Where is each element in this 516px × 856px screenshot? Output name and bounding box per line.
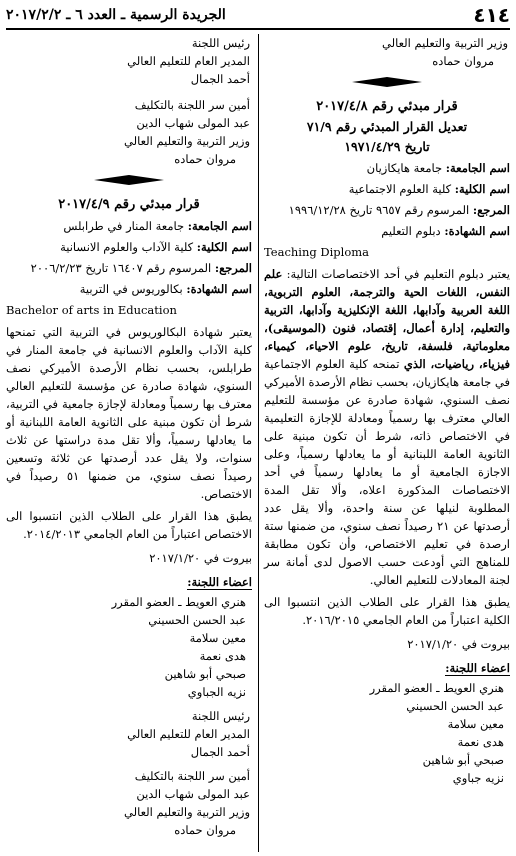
list-item: معين سلامة xyxy=(189,631,246,645)
committee-members xyxy=(264,679,510,787)
issue-date: بيروت في ٢٠١٧/١/٢٠ xyxy=(149,551,252,565)
degree-field: اسم الشهادة: بكالوريوس في التربية xyxy=(79,282,252,296)
faculty-field: اسم الكلية: كلية العلوم الاجتماعية xyxy=(348,182,510,196)
decision-title: قرار مبدئي رقم ٢٠١٧/٤/٩ xyxy=(58,197,200,212)
degree-english: Bachelor of arts in Education xyxy=(6,303,177,317)
list-item: هنري العويط ـ العضو المقرر xyxy=(111,595,246,609)
signature-secretary: أمين سر اللجنة بالتكليف عبد المولى شهاب الدين xyxy=(134,98,250,130)
decision-application: يطبق هذا القرار على الطلاب الذين انتسبوا الى الكلية اعتباراً من العام الجامعي ٢٠١٦/٢٠١٥. xyxy=(264,595,510,627)
page-number: ٤١٤ xyxy=(473,3,510,27)
committee-members xyxy=(6,593,252,701)
degree-field: اسم الشهادة: دبلوم التعليم xyxy=(381,224,510,238)
right-column xyxy=(264,34,510,852)
reference-field: المرجع: المرسوم رقم ٩٦٥٧ تاريخ ١٩٩٦/١٢/٢٨ xyxy=(288,203,510,217)
signature-minister: وزير التربية والتعليم العالي مروان حماده xyxy=(123,805,250,837)
list-item: نزيه جباوي xyxy=(452,771,504,785)
signature-minister: وزير التربية والتعليم العالي مروان حماده xyxy=(123,134,250,166)
decision-body: يعتبر شهادة البكالوريوس في التربية التي تمنحها كلية الآداب والعلوم الانسانية في جامعة المنار في طرابلس، بحسب نظام الأرصدة الأميركي نصف السنوي، شهادة صادرة عن مؤسسة للتعليم العالي معترف بها رسمياً ومعادلة لإجازة جامعية في التربية، شرط أن تكون مبنية على الثانوية العامة اللبنانية أو ما يعادلها رسمياً، وألا تقل مدة دراستها عن ثلاث سنوات، ولا يقل عدد أرصدتها عن ثلاثة وتسعين رصيداً نصف سنوي، من ضمنها ٥١ رصيداً في الاختصاص. xyxy=(6,325,252,501)
decision-application: يطبق هذا القرار على الطلاب الذين انتسبوا الى الاختصاص اعتباراً من العام الجامعي ٢٠١٤/٢٠١٣. xyxy=(6,509,252,541)
committee-title: اعضاء اللجنة: xyxy=(445,661,510,675)
signature-chair: رئيس اللجنة المدير العام للتعليم العالي أحمد الجمال xyxy=(127,709,250,759)
list-item: صبحي أبو شاهين xyxy=(422,753,504,767)
list-item: هنري العويط ـ العضو المقرر xyxy=(369,681,504,695)
list-item: هدى نعمة xyxy=(457,735,504,749)
signature-secretary: أمين سر اللجنة بالتكليف عبد المولى شهاب الدين xyxy=(134,769,250,801)
reference-field: المرجع: المرسوم رقم ١٦٤٠٧ تاريخ ٢٠٠٦/٢/٢٣ xyxy=(30,261,252,275)
signature-minister: وزير التربية والتعليم العالي مروان حماده xyxy=(381,36,508,68)
degree-english: Teaching Diploma xyxy=(264,245,370,259)
decision-body: يعتبر دبلوم التعليم في أحد الاختصاصات التالية: علم النفس، اللغات الحية والترجمة، العلوم التربوية، اللغة العربية وآدابها، اللغة الإنكليزية وآدابها، التربية والتعليم، إدارة أعمال، إقتصاد، فنون (الموسيقى)، معلوماتية، فلسفة، تاريخ، علوم الاحياء، كيمياء، فيزياء، رياضيات، الذي تمنحه كلية العلوم الاجتماعية في جامعة هايكازيان، بحسب نظام الأرصدة الأميركي نصف السنوي، شهادة صادرة عن مؤسسة للتعليم العالي معترف بها رسمياً ومعادلة للإجازة التعليمية في الاختصاص ذاته، شرط أن تكون مبنية على الثانوية العامة اللبنانية أو ما يعادلها رسمياً، وعلى الاجازة الجامعية أو ما يعادلها رسمياً في أحد الاختصاصات المذكورة اعلاه، وألا تقل المدة المطلوبة لنيلها عن سنة واحدة، وألا يقل عدد أرصدتها عن ٢١ رصيداً نصف سنوي، من ضمنها ستة ارصدة في تعليم الاختصاص، وأن تكون مطابقة للمناهج التي أودعت حسب الاصول لدى أمانة سر لجنة المعادلات للتعليم العالي. xyxy=(264,267,511,587)
faculty-field: اسم الكلية: كلية الآداب والعلوم الانسانية xyxy=(60,240,252,254)
list-item: عبد الحسن الحسيني xyxy=(406,699,504,713)
signature-chair: رئيس اللجنة المدير العام للتعليم العالي أحمد الجمال xyxy=(127,36,250,86)
university-field: اسم الجامعة: جامعة هايكازيان xyxy=(366,161,510,175)
decision-subtitle: تعديل القرار المبدئي رقم ٧١/٩ xyxy=(306,119,468,134)
list-item: معين سلامة xyxy=(447,717,504,731)
page-header xyxy=(6,2,510,30)
gazette-title: الجريدة الرسمية ـ العدد ٦ ـ ٢٠١٧/٢/٢ xyxy=(6,7,226,23)
university-field: اسم الجامعة: جامعة المنار في طرابلس xyxy=(63,219,252,233)
section-divider xyxy=(6,174,252,188)
decision-title: قرار مبدئي رقم ٢٠١٧/٤/٨ xyxy=(316,99,458,114)
list-item: هدى نعمة xyxy=(199,649,246,663)
left-column xyxy=(6,34,252,852)
column-rule xyxy=(258,34,259,852)
list-item: نزيه الجباوي xyxy=(187,685,246,699)
committee-title: اعضاء اللجنة: xyxy=(187,575,252,589)
decision-date: تاريخ ١٩٧١/٤/٢٩ xyxy=(344,139,430,154)
section-divider xyxy=(264,76,510,90)
list-item: صبحي أبو شاهين xyxy=(164,667,246,681)
issue-date: بيروت في ٢٠١٧/١/٢٠ xyxy=(407,637,510,651)
list-item: عبد الحسن الحسيني xyxy=(148,613,246,627)
